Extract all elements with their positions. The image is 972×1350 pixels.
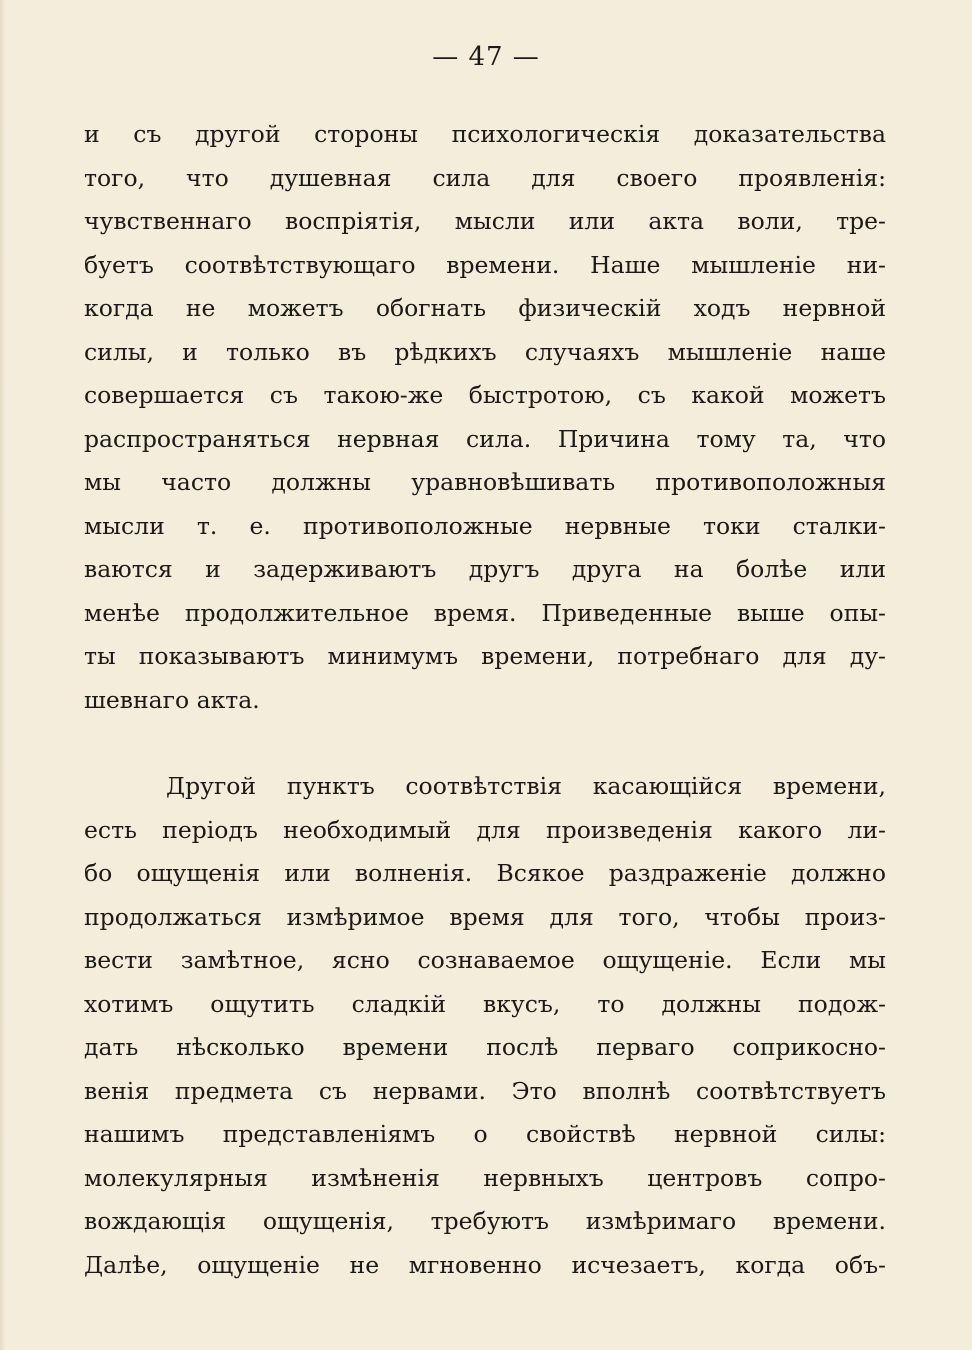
text-line: ваются и задерживаютъ другъ друга на болѣе или (84, 555, 886, 583)
page-number: — 47 — (432, 42, 540, 72)
text-line: бо ощущенія или волненія. Всякое раздраженіе должно (84, 859, 886, 887)
text-line: дать нѣсколько времени послѣ перваго соприкосно- (84, 1033, 886, 1061)
text-line: Другой пунктъ соотвѣтствія касающійся времени, (166, 772, 886, 800)
text-line: хотимъ ощутить сладкій вкусъ, то должны подож- (84, 989, 886, 1018)
text-line: продолжаться измѣримое время для того, чтобы произ- (84, 902, 886, 931)
text-line: венія предмета съ нервами. Это вполнѣ соотвѣтствуетъ (84, 1076, 886, 1105)
text-line: силы, и только въ рѣдкихъ случаяхъ мышленіе наше (84, 337, 886, 366)
text-line: менѣе продолжительное время. Приведенные выше опы- (84, 598, 886, 627)
text-line: и съ другой стороны психологическія доказательства (84, 120, 886, 148)
text-line: нашимъ представленіямъ о свойствѣ нервной силы: (84, 1120, 886, 1148)
text-line: ты показываютъ минимумъ времени, потребнаго для ду- (84, 642, 886, 670)
text-line: когда не можетъ обогнать физическій ходъ нервной (84, 294, 886, 322)
paragraph-gap (84, 722, 886, 765)
text-line: вести замѣтное, ясно сознаваемое ощущеніе. Если мы (84, 946, 886, 974)
body-text (84, 113, 886, 1287)
text-line: чувственнаго воспріятія, мысли или акта воли, тре- (84, 207, 886, 235)
text-line: шевнаго акта. (84, 685, 260, 714)
text-line: распространяться нервная сила. Причина тому та, что (84, 424, 886, 453)
text-line: мы часто должны уравновѣшивать противоположныя (84, 468, 886, 496)
paragraph-1 (84, 113, 886, 722)
text-line: того, что душевная сила для своего проявленія: (84, 163, 886, 192)
text-line: буетъ соотвѣтствующаго времени. Наше мышленіе ни- (84, 250, 886, 279)
text-line: Далѣе, ощущеніе не мгновенно исчезаетъ, когда объ- (84, 1250, 886, 1279)
text-line: совершается съ такою-же быстротою, съ какой можетъ (84, 381, 886, 409)
paragraph-2 (84, 765, 886, 1287)
text-line: мысли т. е. противоположные нервные токи сталки- (84, 511, 886, 540)
text-line: молекулярныя измѣненія нервныхъ центровъ сопро- (84, 1163, 886, 1192)
text-line: есть періодъ необходимый для произведенія какого ли- (84, 815, 886, 844)
text-line: вождающія ощущенія, требуютъ измѣримаго времени. (84, 1207, 886, 1235)
page-edge-shadow (0, 0, 6, 1350)
